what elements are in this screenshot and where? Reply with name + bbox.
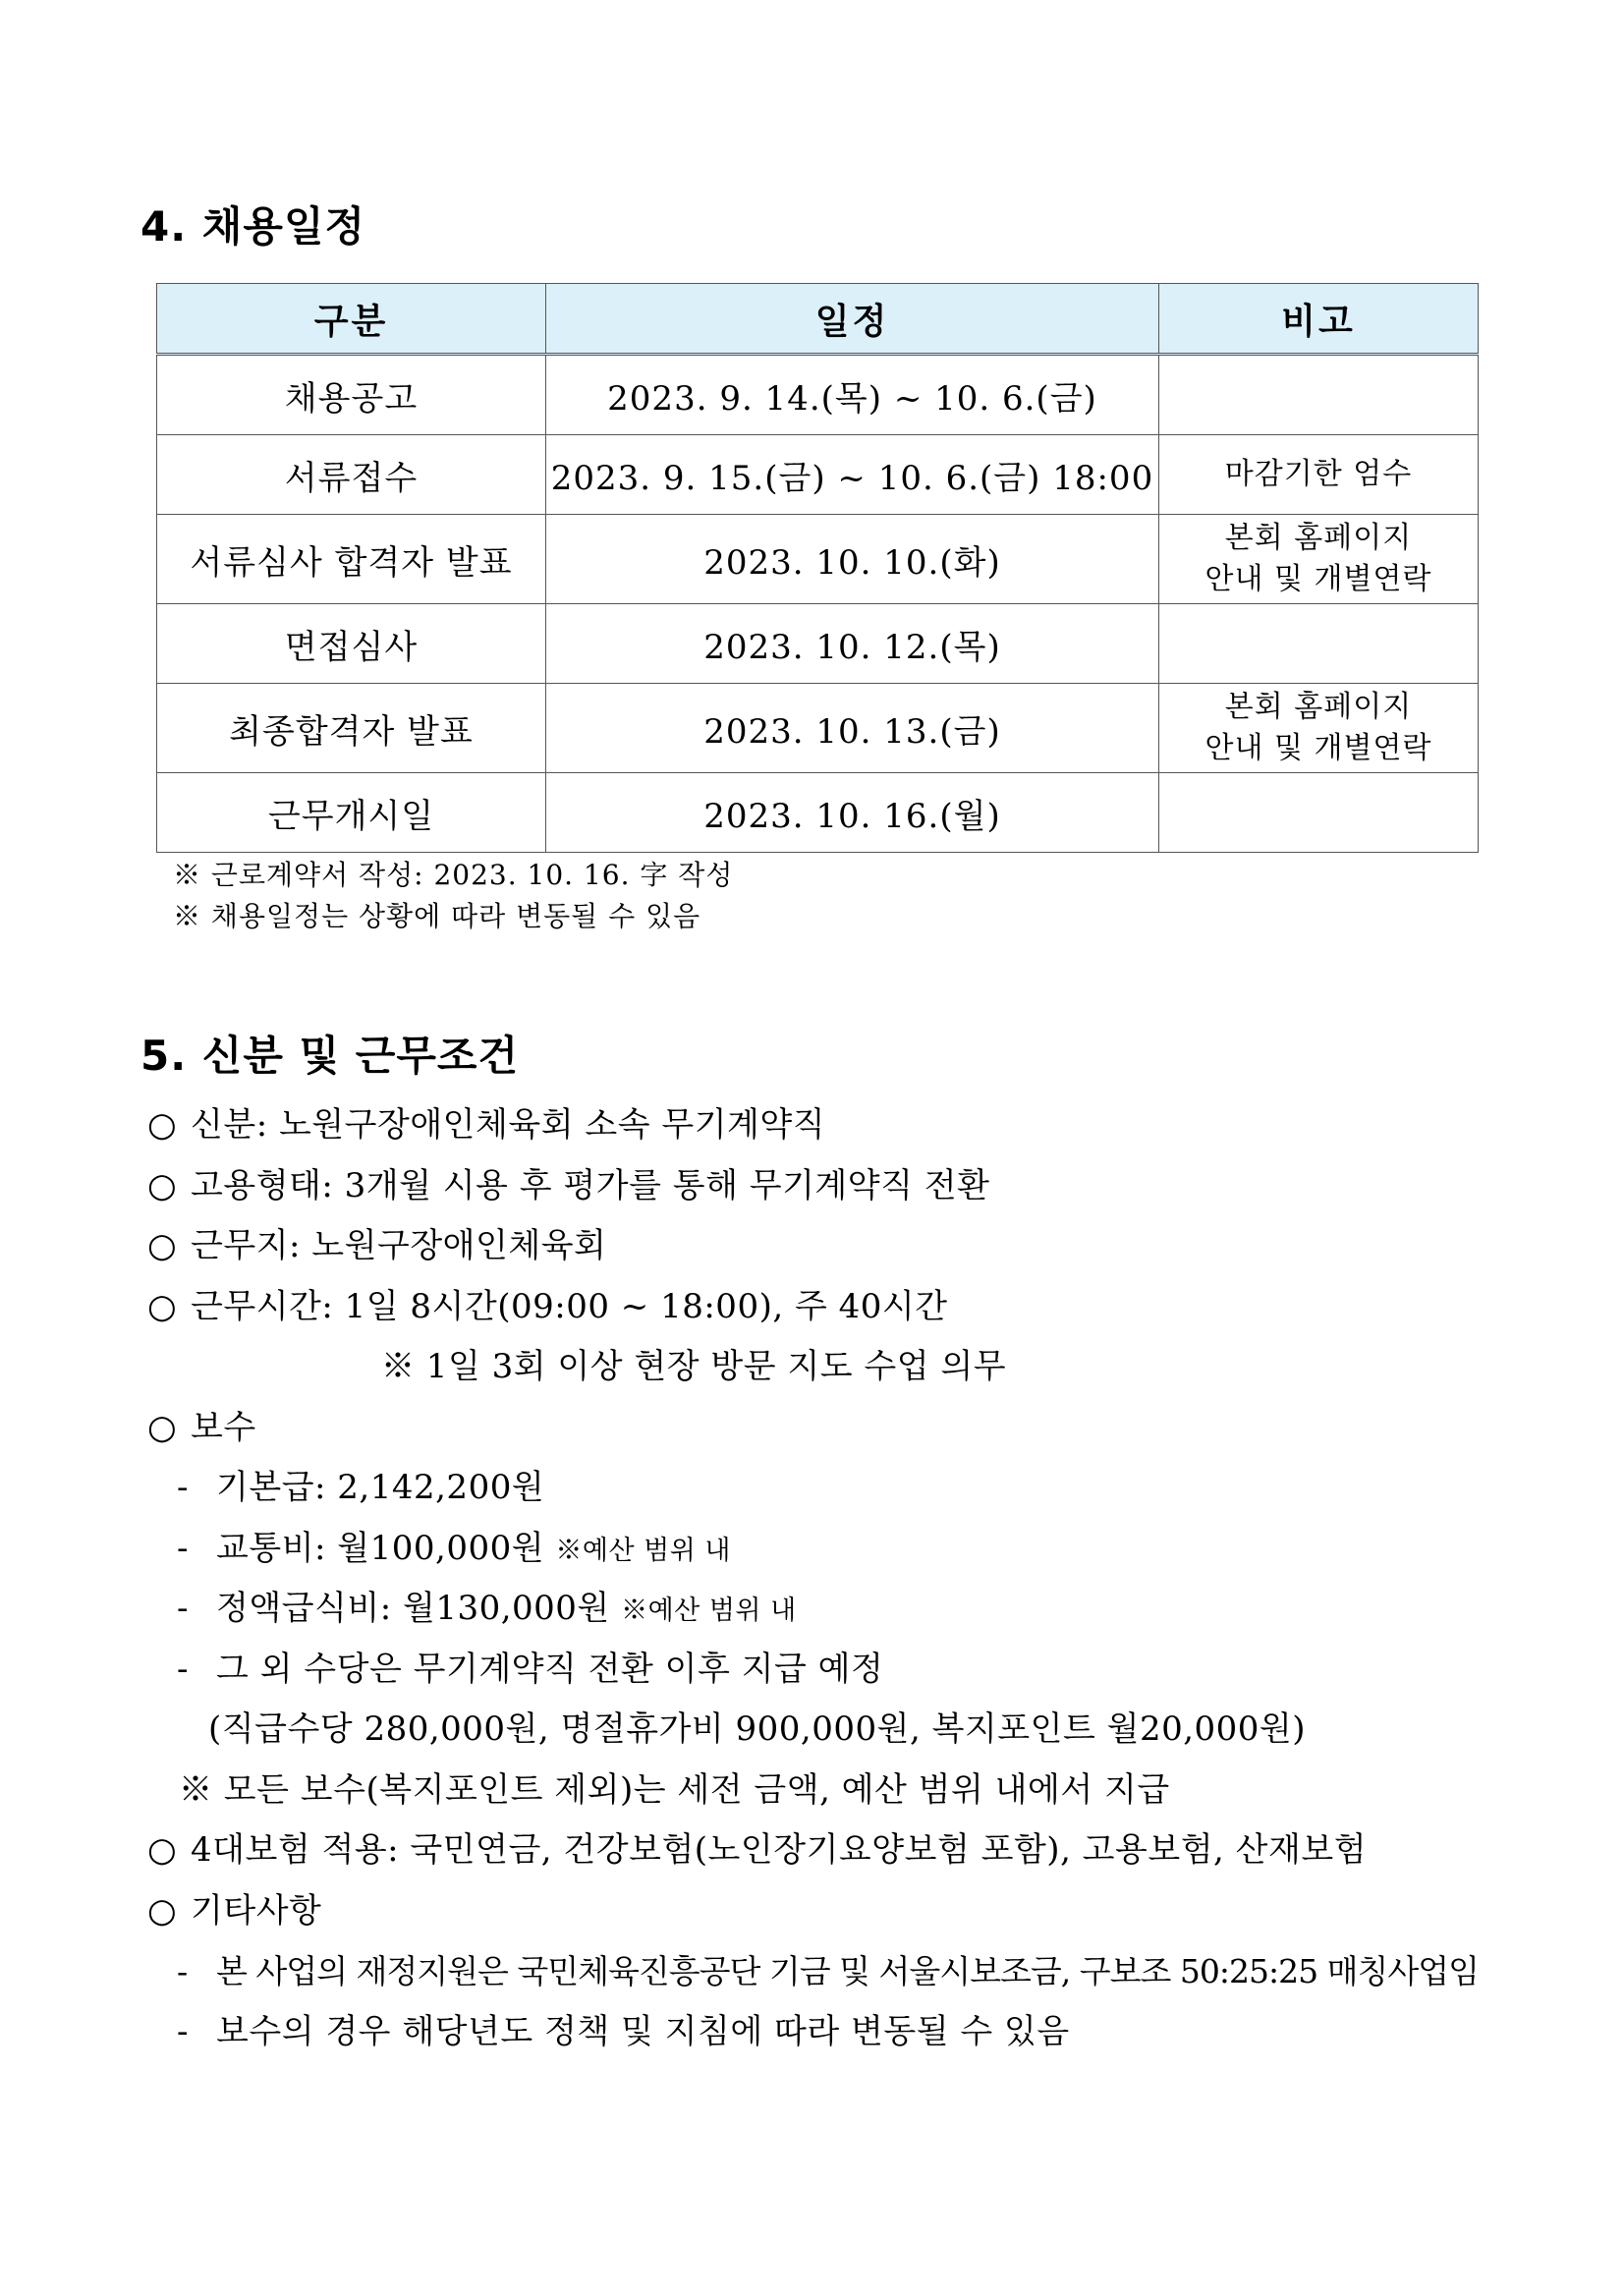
list-item	[147, 1941, 1503, 2002]
transport-note: ※예산 범위 내	[555, 1535, 731, 1566]
pay-reference-note: ※ 모든 보수(복지포인트 제외)는 세전 금액, 예산 범위 내에서 지급	[179, 1769, 1170, 1810]
row-item: 서류접수	[157, 435, 546, 515]
row-note	[1159, 435, 1479, 515]
row-item: 채용공고	[157, 355, 546, 435]
base-pay-text: 기본급: 2,142,200원	[216, 1468, 545, 1507]
list-item	[147, 1519, 1503, 1580]
transport-pay-text: 교통비: 월100,000원	[216, 1528, 545, 1568]
list-item	[147, 1277, 1503, 1338]
row-note-line: 본회 홈페이지	[1224, 521, 1413, 555]
row-note-line: 본회 홈페이지	[1224, 690, 1413, 724]
employment-type-text: 고용형태: 3개월 시용 후 평가를 통해 무기계약직 전환	[191, 1165, 990, 1205]
row-date: 2023. 9. 15.(금) ~ 10. 6.(금) 18:00	[546, 435, 1159, 515]
list-item	[147, 2002, 1503, 2063]
table-header-row	[157, 284, 1479, 355]
header-category: 구분	[157, 284, 546, 355]
row-note-line: 안내 및 개별연락	[1204, 731, 1432, 765]
other-allowance-detail: (직급수당 280,000원, 명절휴가비 900,000원, 복지포인트 월20,000원)	[208, 1709, 1307, 1749]
row-note	[1159, 515, 1479, 604]
list-item	[147, 1398, 1503, 1459]
list-item	[147, 1640, 1503, 1701]
row-date: 2023. 10. 13.(금)	[546, 684, 1159, 773]
bullet-icon: ○	[147, 1830, 178, 1870]
row-date: 2023. 9. 14.(목) ~ 10. 6.(금)	[546, 355, 1159, 435]
dash-icon: -	[177, 1649, 189, 1689]
table-row	[157, 604, 1479, 684]
workplace-text: 근무지: 노원구장애인체육회	[191, 1226, 607, 1265]
list-item	[147, 1156, 1503, 1217]
header-remarks: 비고	[1159, 284, 1479, 355]
list-item	[147, 1216, 1503, 1277]
row-note	[1159, 773, 1479, 853]
row-note-line: 마감기한 엄수	[1224, 457, 1413, 491]
row-item: 최종합격자 발표	[157, 684, 546, 773]
bullet-icon: ○	[147, 1407, 178, 1447]
status-text: 신분: 노원구장애인체육회 소속 무기계약직	[191, 1105, 826, 1145]
table-row	[157, 515, 1479, 604]
dash-icon: -	[177, 1528, 189, 1568]
footnote-schedule-change: ※ 채용일정는 상황에 따라 변동될 수 있음	[173, 900, 701, 932]
list-item	[147, 1458, 1503, 1519]
bullet-icon: ○	[147, 1105, 178, 1145]
schedule-footnotes	[173, 855, 733, 937]
dash-icon: -	[177, 1468, 189, 1507]
meal-note: ※예산 범위 내	[621, 1596, 797, 1626]
row-note-line: 안내 및 개별연락	[1204, 562, 1432, 596]
meal-pay-text: 정액급식비: 월130,000원	[216, 1589, 610, 1628]
section-5-title: 5. 신분 및 근무조건	[140, 1032, 520, 1080]
work-hours-text: 근무시간: 1일 8시간(09:00 ~ 18:00), 주 40시간	[191, 1286, 948, 1326]
row-note	[1159, 684, 1479, 773]
misc-pay-change-text: 보수의 경우 해당년도 정책 및 지침에 따라 변동될 수 있음	[216, 2011, 1070, 2051]
table-row	[157, 684, 1479, 773]
row-date: 2023. 10. 12.(목)	[546, 604, 1159, 684]
table-row	[157, 435, 1479, 515]
dash-icon: -	[177, 1589, 189, 1628]
bullet-icon: ○	[147, 1165, 178, 1205]
row-item: 근무개시일	[157, 773, 546, 853]
bullet-icon: ○	[147, 1286, 178, 1326]
header-schedule: 일정	[546, 284, 1159, 355]
section-4-title: 4. 채용일정	[140, 202, 366, 251]
row-date: 2023. 10. 10.(화)	[546, 515, 1159, 604]
other-allowance-text: 그 외 수당은 무기계약직 전환 이후 지급 예정	[216, 1649, 884, 1689]
table-row	[157, 773, 1479, 853]
list-item	[147, 1881, 1503, 1942]
row-item: 서류심사 합격자 발표	[157, 515, 546, 604]
misc-label: 기타사항	[191, 1890, 322, 1931]
insurance-text: 4대보험 적용: 국민연금, 건강보험(노인장기요양보험 포함), 고용보험, 산재보험	[191, 1830, 1368, 1870]
row-item: 면접심사	[157, 604, 546, 684]
row-note	[1159, 355, 1479, 435]
row-note	[1159, 604, 1479, 684]
list-item	[147, 1820, 1503, 1881]
misc-funding-text: 본 사업의 재정지원은 국민체육진흥공단 기금 및 서울시보조금, 구보조 50:25:25 매칭사업임	[216, 1952, 1479, 1990]
row-date: 2023. 10. 16.(월)	[546, 773, 1159, 853]
employment-conditions	[147, 1095, 1503, 2062]
bullet-icon: ○	[147, 1226, 178, 1265]
list-item	[147, 1579, 1503, 1640]
work-hours-note: ※ 1일 3회 이상 현장 방문 지도 수업 의무	[381, 1347, 1007, 1386]
list-item	[147, 1095, 1503, 1156]
footnote-contract-date: ※ 근로계약서 작성: 2023. 10. 16. 字 작성	[173, 859, 734, 891]
dash-icon: -	[177, 2011, 189, 2051]
bullet-icon: ○	[147, 1890, 178, 1931]
pay-label: 보수	[191, 1407, 256, 1447]
dash-icon: -	[177, 1952, 188, 1990]
recruitment-schedule-table	[156, 283, 1479, 853]
table-row	[157, 355, 1479, 435]
